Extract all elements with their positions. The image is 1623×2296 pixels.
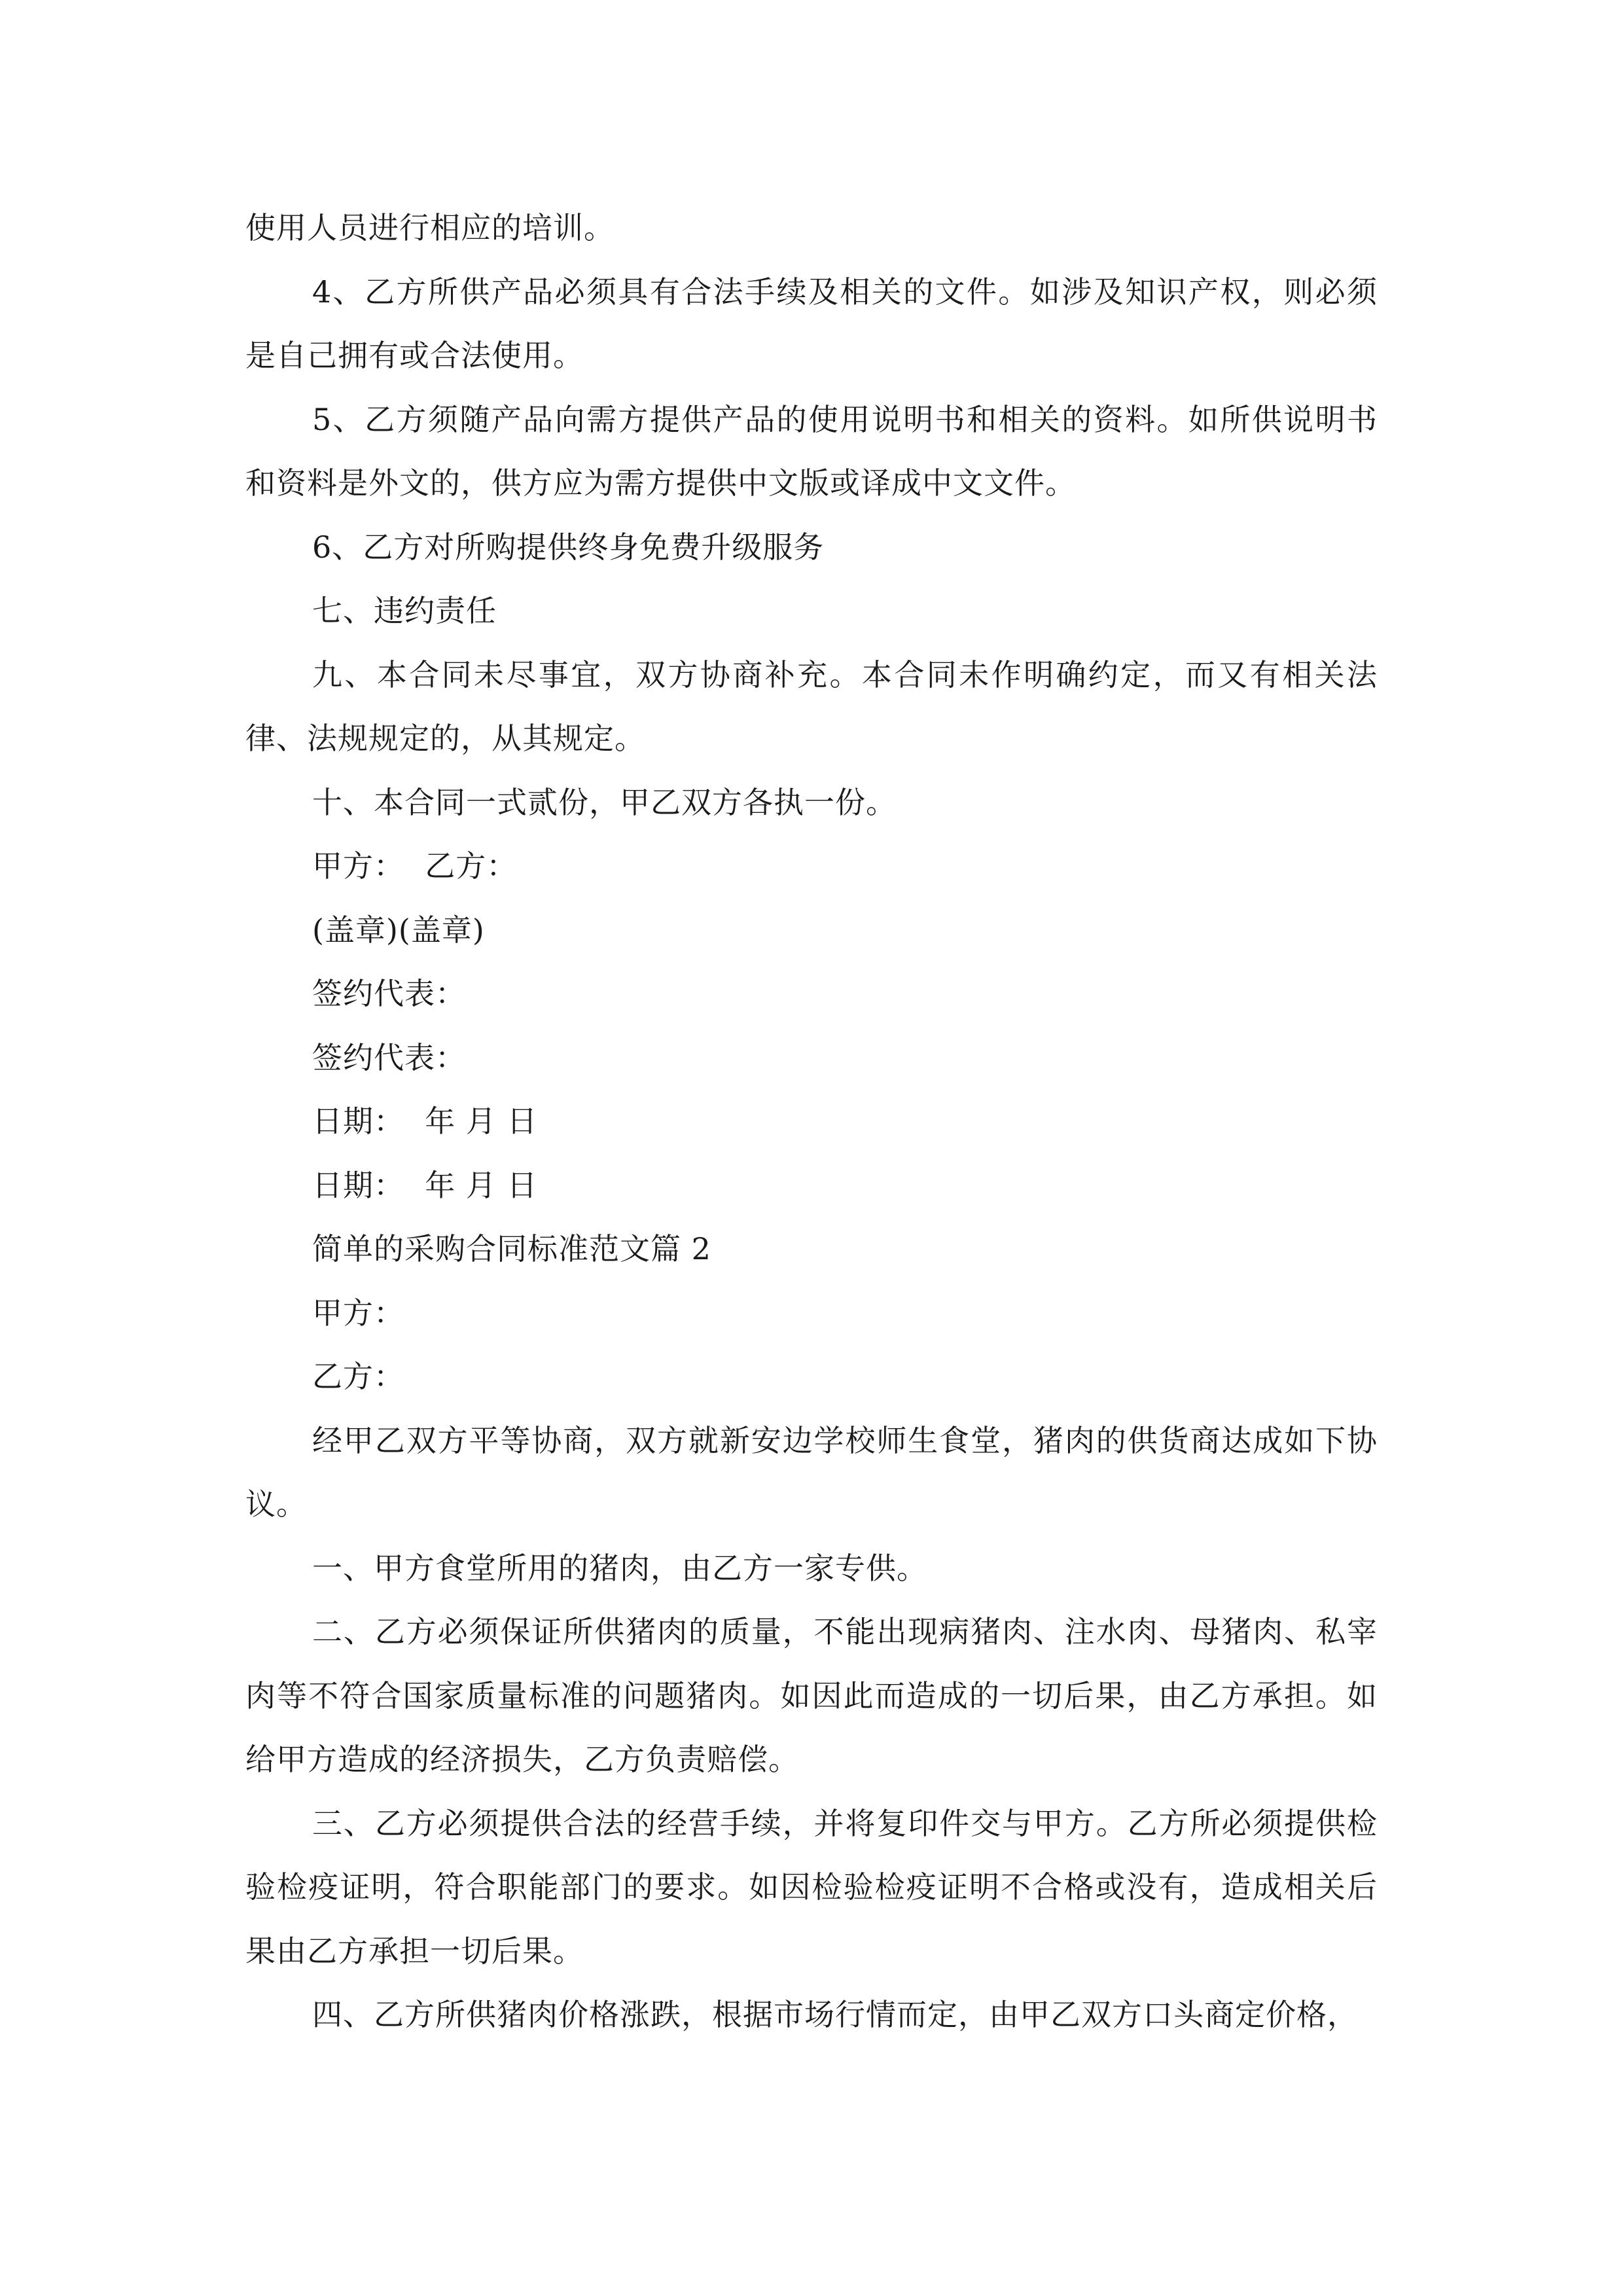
paragraph-clause-6: 6、乙方对所购提供终身免费升级服务 <box>312 529 825 565</box>
signature-date-a: 日期： 年 月 日 <box>312 1103 538 1139</box>
party-a-label: 甲方： <box>312 1295 404 1331</box>
paragraph-article-3: 三、乙方必须提供合法的经营手续，并将复印件交与甲方。乙方所必须提供检验检疫证明，符合职能部门的要求。如因检验检疫证明不合格或没有，造成相关后果由乙方承担一切后果。 <box>245 1805 1378 1969</box>
paragraph-clause-4: 4、乙方所供产品必须具有合法手续及相关的文件。如涉及知识产权，则必须是自己拥有或合法使用。 <box>245 274 1378 373</box>
paragraph-clause-9: 九、本合同未尽事宜，双方协商补充。本合同未作明确约定，而又有相关法律、法规规定的，从其规定。 <box>245 656 1378 756</box>
signature-representative-b: 签约代表： <box>312 1039 466 1075</box>
paragraph-article-4: 四、乙方所供猪肉价格涨跌，根据市场行情而定，由甲乙双方口头商定价格， <box>312 1997 1358 2032</box>
paragraph-agreement-intro: 经甲乙双方平等协商，双方就新安边学校师生食堂，猪肉的供货商达成如下协议。 <box>245 1422 1378 1522</box>
signature-parties: 甲方： 乙方： <box>312 848 518 884</box>
section-title-article-2: 简单的采购合同标准范文篇 2 <box>312 1231 711 1266</box>
signature-date-b: 日期： 年 月 日 <box>312 1167 538 1203</box>
document-body <box>245 196 1378 2047</box>
signature-representative-a: 签约代表： <box>312 976 466 1011</box>
section-heading-breach: 七、违约责任 <box>312 593 497 628</box>
party-b-label: 乙方： <box>312 1359 404 1394</box>
paragraph-clause-10: 十、本合同一式贰份，甲乙双方各执一份。 <box>312 784 897 820</box>
signature-seals: (盖章)(盖章) <box>312 912 485 948</box>
paragraph-training: 使用人员进行相应的培训。 <box>245 210 615 245</box>
paragraph-clause-5: 5、乙方须随产品向需方提供产品的使用说明书和相关的资料。如所供说明书和资料是外文的，供方应为需方提供中文版或译成中文文件。 <box>245 401 1378 501</box>
paragraph-article-1: 一、甲方食堂所用的猪肉，由乙方一家专供。 <box>312 1550 927 1586</box>
paragraph-article-2: 二、乙方必须保证所供猪肉的质量，不能出现病猪肉、注水肉、母猪肉、私宰肉等不符合国家质量标准的问题猪肉。如因此而造成的一切后果，由乙方承担。如给甲方造成的经济损失，乙方负责赔偿。 <box>245 1614 1378 1777</box>
